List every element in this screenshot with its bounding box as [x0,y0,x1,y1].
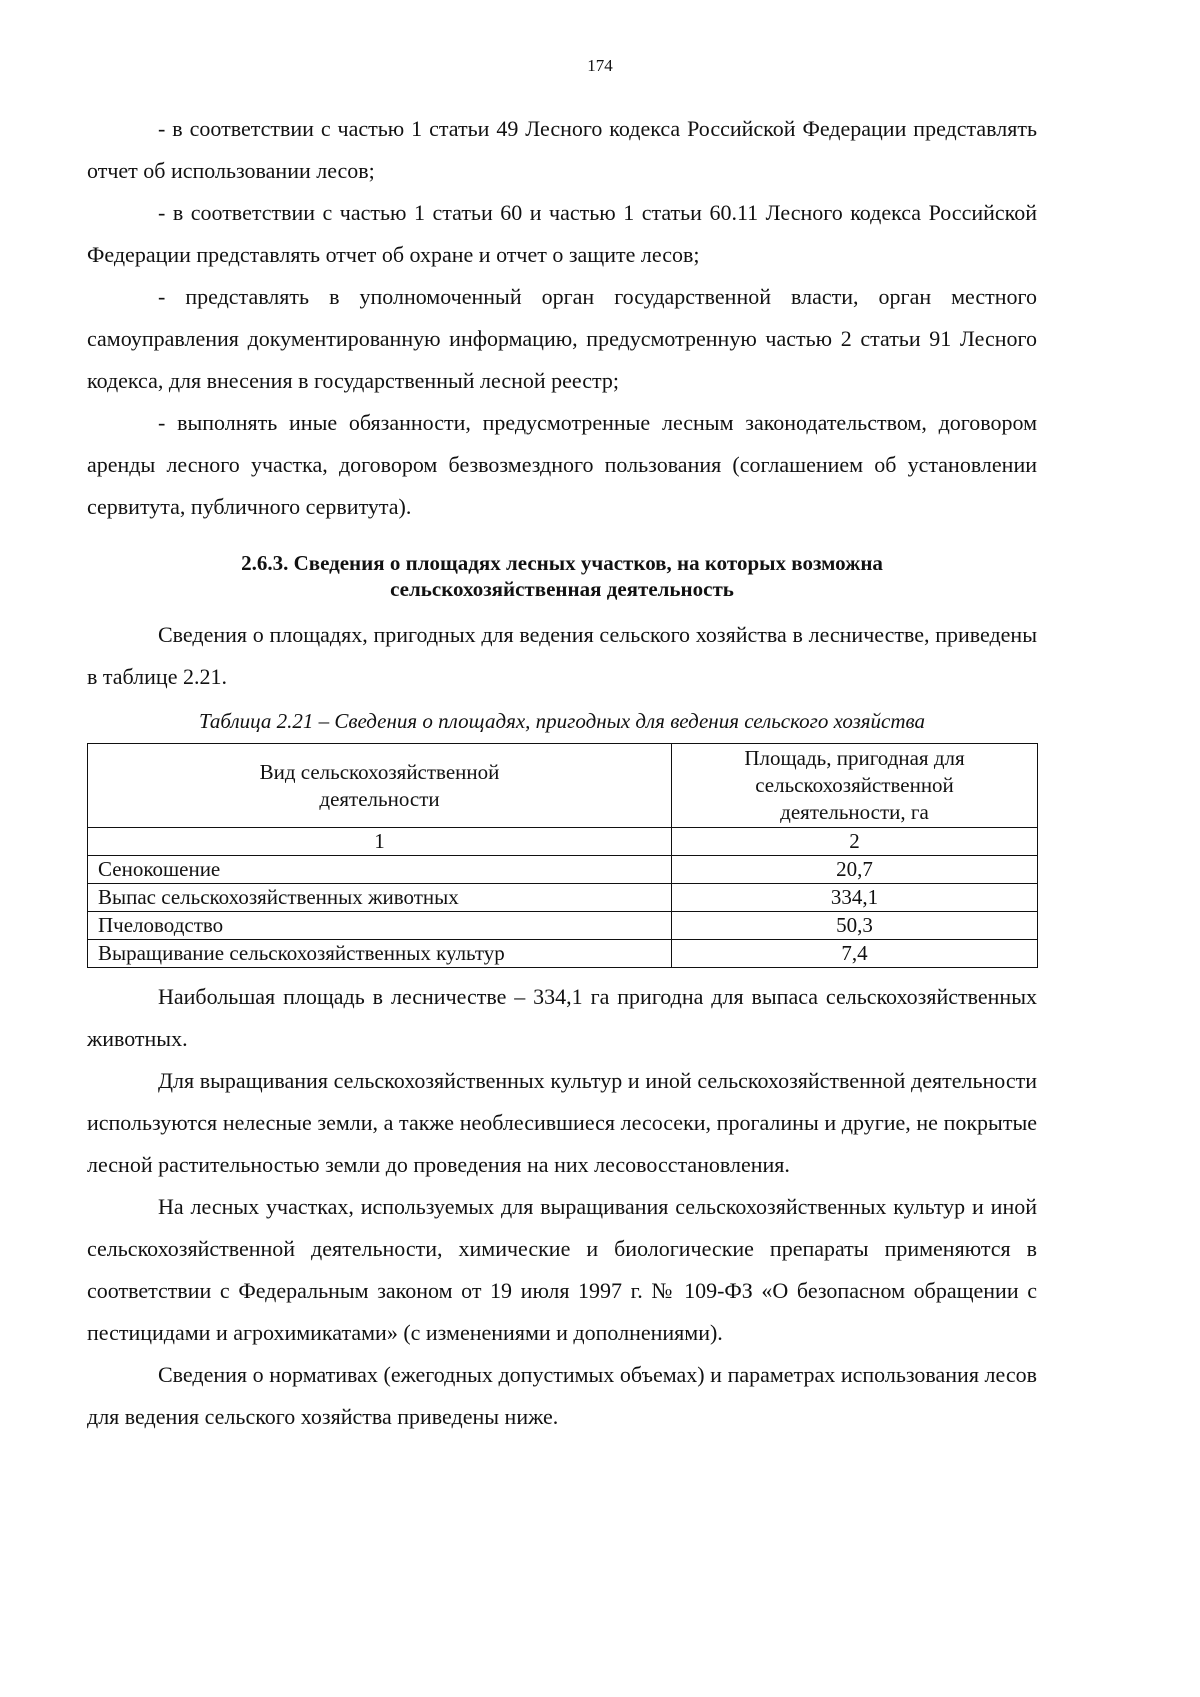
intro-paragraph-3: - представлять в уполномоченный орган государственной власти, орган местного самоуправления документированную информацию, предусмотренную частью 2 статьи 91 Лесного кодекса, для внесения в государственный лесной реестр; [87,284,1037,393]
area-cell: 20,7 [672,856,1038,884]
area-cell: 7,4 [672,940,1038,968]
closing-paragraph-3: На лесных участках, используемых для выращивания сельскохозяйственных культур и иной сельскохозяйственной деятельности, химические и биологические препараты применяются в соответствии с Федеральным законом от 19 июля 1997 г. № 109-ФЗ «О безопасном обращении с пестицидами и агрохимикатами» (с изменениями и дополнениями). [87,1194,1037,1345]
table-caption: Таблица 2.21 – Сведения о площадях, пригодных для ведения сельского хозяйства [198,709,926,733]
closing-paragraph-2: Для выращивания сельскохозяйственных культур и иной сельскохозяйственной деятельности используются нелесные земли, а также необлесившиеся лесосеки, прогалины и другие, не покрытые лесной растительностью земли до проведения на них лесовосстановления. [87,1068,1037,1177]
activity-cell: Выпас сельскохозяйственных животных [88,884,672,912]
table-row [88,940,1038,968]
table-row [88,856,1038,884]
agriculture-area-table [87,743,1038,968]
section-heading-line-2: сельскохозяйственная деятельность [390,577,734,601]
page-number: 174 [587,56,613,75]
section-lead-paragraph: Сведения о площадях, пригодных для ведения сельского хозяйства в лесничестве, приведены в таблице 2.21. [87,622,1037,689]
column-number: 2 [672,828,1038,856]
section-heading [87,550,1037,602]
closing-paragraph-1: Наибольшая площадь в лесничестве – 334,1 га пригодна для выпаса сельскохозяйственных животных. [87,984,1037,1051]
area-cell: 50,3 [672,912,1038,940]
activity-cell: Выращивание сельскохозяйственных культур [88,940,672,968]
table-row [88,884,1038,912]
activity-cell: Пчеловодство [88,912,672,940]
document-body [87,108,1037,1438]
activity-cell: Сенокошение [88,856,672,884]
intro-paragraph-2: - в соответствии с частью 1 статьи 60 и частью 1 статьи 60.11 Лесного кодекса Российской Федерации представлять отчет об охране и отчет о защите лесов; [87,200,1037,267]
header-activity-type: Вид сельскохозяйственной деятельности [88,744,672,828]
header-area: Площадь, пригодная для сельскохозяйственной деятельности, га [672,744,1038,828]
column-number-row [88,828,1038,856]
intro-paragraph-4: - выполнять иные обязанности, предусмотренные лесным законодательством, договором аренды лесного участка, договором безвозмездного пользования (соглашением об установлении сервитута, публичного сервитута). [87,410,1037,519]
intro-paragraph-1: - в соответствии с частью 1 статьи 49 Лесного кодекса Российской Федерации представлять отчет об использовании лесов; [87,116,1037,183]
table-header-row [88,744,1038,828]
column-number: 1 [88,828,672,856]
section-heading-line-1: 2.6.3. Сведения о площадях лесных участков, на которых возможна [241,551,883,575]
area-cell: 334,1 [672,884,1038,912]
table-row [88,912,1038,940]
closing-paragraph-4: Сведения о нормативах (ежегодных допустимых объемах) и параметрах использования лесов для ведения сельского хозяйства приведены ниже. [87,1362,1037,1429]
